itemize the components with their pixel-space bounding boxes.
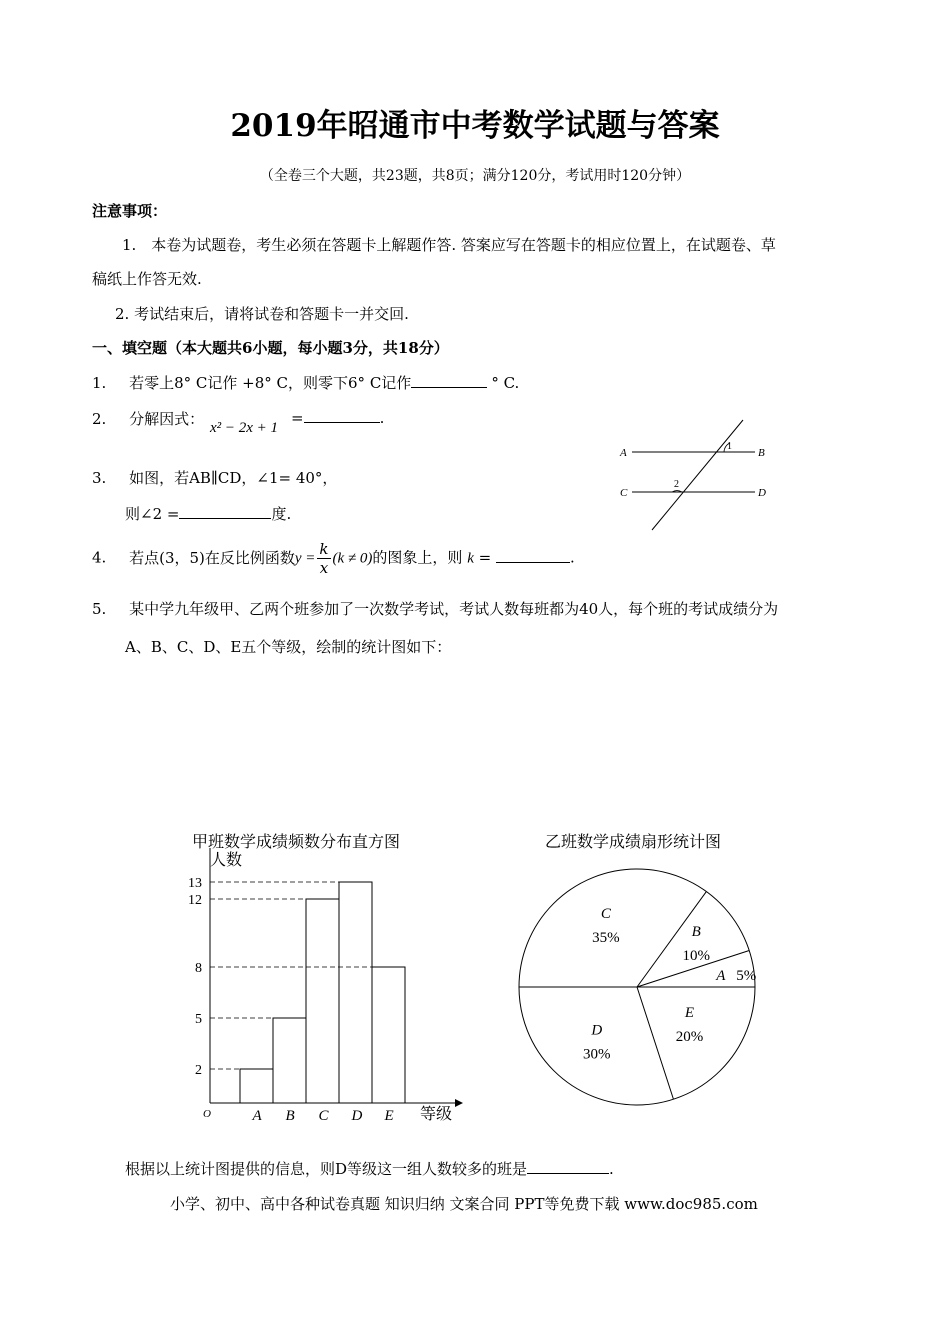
angle-2-label: 2 bbox=[674, 479, 679, 490]
question-tail: . bbox=[570, 548, 575, 567]
question-tail: ° C. bbox=[491, 374, 520, 392]
pie-chart bbox=[515, 848, 765, 1118]
note-item-1-line-2: 稿纸上作答无效. bbox=[92, 270, 202, 288]
notes-heading: 注意事项： bbox=[92, 202, 168, 220]
x-tick-label: E bbox=[384, 1108, 394, 1124]
answer-blank bbox=[304, 408, 380, 423]
variable-k: k bbox=[467, 550, 474, 567]
question-3 bbox=[92, 467, 337, 488]
histogram-bar bbox=[273, 1018, 306, 1103]
histogram-bar bbox=[339, 882, 372, 1103]
y-tick-label: 5 bbox=[195, 1012, 202, 1027]
label-D: D bbox=[758, 487, 766, 499]
y-axis-label: 人数 bbox=[210, 850, 243, 869]
x-tick-label: C bbox=[318, 1108, 329, 1124]
histogram-plot bbox=[188, 848, 463, 1124]
pie-chart-title: 乙班数学成绩扇形统计图 bbox=[545, 832, 722, 851]
question-5-conclusion bbox=[125, 1158, 614, 1179]
answer-blank bbox=[527, 1159, 609, 1174]
question-text: 分解因式： bbox=[129, 410, 205, 428]
question-tail: 度. bbox=[271, 505, 292, 523]
histogram-bar bbox=[306, 899, 339, 1103]
histogram-bar bbox=[240, 1069, 273, 1103]
question-text: 如图，若AB∥CD，∠1= 40°， bbox=[129, 469, 338, 487]
histogram-chart bbox=[180, 848, 480, 1133]
label-A: A bbox=[620, 447, 627, 459]
histogram-bar bbox=[372, 967, 405, 1103]
y-tick-label: 2 bbox=[195, 1063, 202, 1078]
note-item-1-line-1: 1. 本卷为试题卷，考生必须在答题卡上解题作答. 答案应写在答题卡的相应位置上，在试题卷、草 bbox=[122, 236, 776, 254]
question-text: 若零上8° C记作 +8° C，则零下6° C记作 bbox=[129, 374, 412, 392]
question-number: 2. bbox=[92, 410, 107, 428]
x-axis-arrow bbox=[455, 1099, 463, 1107]
function-y: y = bbox=[294, 550, 316, 567]
question-number: 4. bbox=[92, 548, 107, 567]
question-tail: . bbox=[379, 409, 385, 427]
question-2 bbox=[92, 408, 204, 429]
histogram-title: 甲班数学成绩频数分布直方图 bbox=[192, 832, 401, 851]
fraction-numerator: k bbox=[319, 540, 329, 558]
x-tick-label: A bbox=[252, 1108, 262, 1124]
question-number: 1. bbox=[92, 374, 107, 392]
question-5-line-2: A、B、C、D、E五个等级，绘制的统计图如下： bbox=[125, 638, 452, 656]
x-tick-label: D bbox=[351, 1108, 363, 1124]
footer-text: 小学、初中、高中各种试卷真题 知识归纳 文案合同 PPT等免费下载 www.doc985.com bbox=[170, 1195, 758, 1213]
note-item-2: 2. 考试结束后，请将试卷和答题卡一并交回. bbox=[115, 305, 409, 323]
question-text: 根据以上统计图提供的信息，则D等级这一组人数较多的班是 bbox=[125, 1160, 528, 1178]
question-tail: . bbox=[609, 1160, 614, 1178]
question-text: 某中学九年级甲、乙两个班参加了一次数学考试，考试人数每班都为40人，每个班的考试成绩分为 bbox=[129, 600, 779, 618]
slice-label: D bbox=[591, 1022, 603, 1039]
slice-label: A bbox=[716, 968, 726, 985]
exam-info: （全卷三个大题，共23题，共8页；满分120分，考试用时120分钟） bbox=[259, 168, 691, 184]
x-axis-label: 等级 bbox=[420, 1104, 453, 1123]
label-C: C bbox=[620, 487, 628, 499]
slice-label: E bbox=[684, 1005, 695, 1022]
y-tick-label: 13 bbox=[188, 876, 202, 891]
fraction bbox=[317, 540, 330, 577]
x-tick-label: B bbox=[285, 1108, 295, 1124]
angle-1-label: 1 bbox=[727, 441, 732, 452]
page-title: 2019年昭通市中考数学试题与答案 bbox=[230, 108, 720, 144]
equals-sign: = bbox=[291, 409, 304, 427]
label-B: B bbox=[758, 447, 765, 459]
question-text: 则∠2 = bbox=[125, 505, 180, 523]
question-text: 若点(3，5)在反比例函数 bbox=[129, 548, 295, 567]
math-expression: x² − 2x + 1 bbox=[210, 420, 279, 436]
question-5 bbox=[92, 598, 778, 619]
answer-blank bbox=[411, 373, 487, 388]
fraction-denominator: x bbox=[319, 559, 329, 577]
origin-label: O bbox=[203, 1108, 211, 1120]
question-4 bbox=[92, 540, 575, 577]
slice-value: 5% bbox=[736, 968, 757, 985]
question-1 bbox=[92, 372, 519, 393]
y-tick-label: 8 bbox=[195, 961, 202, 976]
question-3-line-2 bbox=[125, 503, 291, 524]
question-text-mid: 的图象上，则 bbox=[372, 548, 463, 567]
answer-blank bbox=[179, 504, 271, 519]
question-number: 5. bbox=[92, 600, 107, 618]
pie-plot bbox=[519, 869, 756, 1105]
slice-label: B bbox=[691, 923, 701, 940]
answer-blank bbox=[496, 548, 570, 563]
equals-sign: = bbox=[478, 548, 492, 567]
question-2-answer bbox=[291, 408, 384, 427]
condition: (k ≠ 0) bbox=[332, 550, 373, 567]
section-heading: 一、填空题（本大题共6小题，每小题3分，共18分） bbox=[92, 339, 449, 357]
slice-value: 20% bbox=[675, 1029, 704, 1046]
slice-value: 30% bbox=[583, 1046, 611, 1063]
slice-label: C bbox=[600, 906, 611, 923]
slice-value: 10% bbox=[682, 947, 710, 964]
y-tick-label: 12 bbox=[188, 893, 202, 908]
question-number: 3. bbox=[92, 469, 107, 487]
slice-value: 35% bbox=[592, 930, 620, 947]
parallel-lines-figure bbox=[610, 415, 780, 535]
